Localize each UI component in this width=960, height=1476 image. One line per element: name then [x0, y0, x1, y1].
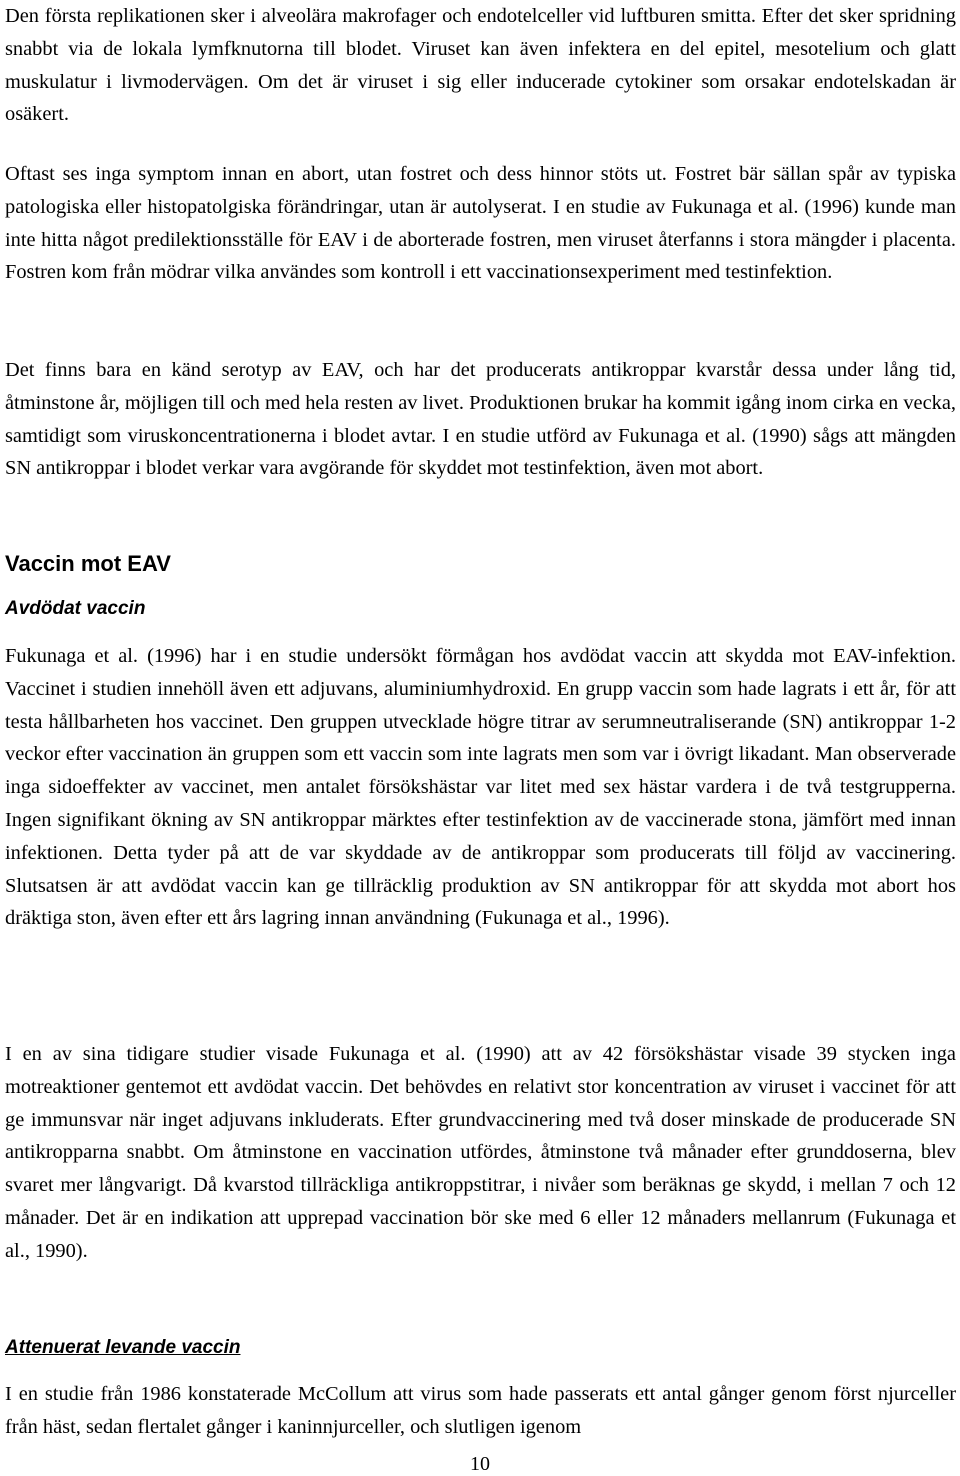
paragraph-mccollum: I en studie från 1986 konstaterade McCollum att virus som hade passerats ett antal gånger genom först njurceller från häst, sedan flertalet gånger i kaninnjurceller, och slutligen igenom — [5, 1383, 956, 1438]
paragraph-fukunaga-1996: Fukunaga et al. (1996) har i en studie undersökt förmågan hos avdödat vaccin att skydda mot EAV-infektion. Vaccinet i studien innehöll även ett adjuvans, aluminiumhydroxid. En grupp vaccin som hade lagrats i ett år, för att testa hållbarheten hos vaccinet. Den gruppen utvecklade högre titrar av serumneutraliserande (SN) antikroppar 1-2 veckor efter vaccination än gruppen som ett vaccin som inte lagrats men som var i övrigt likadant. Man observerade inga sidoeffekter av vaccinet, men antalet försökshästar var litet med sex hästar vardera i de två testgrupperna. Ingen signifikant ökning av SN antikroppar märktes efter testinfektion av de vaccinerade stona, jämfört med innan infektionen. Detta tyder på att de var skyddade av de antikroppar som producerats till följd av vaccinering. Slutsatsen är att avdödat vaccin kan ge tillräcklig produktion av SN antikroppar för att skydda mot abort hos dräktiga ston, även efter ett års lagring innan användning (Fukunaga et al., 1996). — [5, 645, 956, 930]
heading-vaccin-mot-eav: Vaccin mot EAV — [5, 551, 171, 576]
paragraph-serotype: Det finns bara en känd serotyp av EAV, och har det producerats antikroppar kvarstår dessa under lång tid, åtminstone år, möjligen till och med hela resten av livet. Produktionen brukar ha kommit igång inom cirka en vecka, samtidigt som viruskoncentrationerna i blodet avtar. I en studie utförd av Fukunaga et al. (1990) sågs att mängden SN antikroppar i blodet verkar vara avgörande för skyddet mot testinfektion, även mot abort. — [5, 359, 956, 480]
paragraph-fukunaga-1990: I en av sina tidigare studier visade Fukunaga et al. (1990) att av 42 försökshästar visade 39 stycken inga motreaktioner gentemot ett avdödat vaccin. Det behövdes en relativt stor koncentration av viruset i vaccinet för att ge immunsvar när inget adjuvans inkluderats. Efter grundvaccinering med två doser minskade de producerade SN antikropparna snabbt. Om åtminstone en vaccination utfördes, åtminstone två månader efter grunddoserna, blev svaret mer långvarigt. Då kvarstod tillräckliga antikroppstitrar, i nivåer som beräknas ge skydd, i mellan 7 och 12 månader. Det är en indikation att upprepad vaccination bör ske med 6 eller 12 månaders mellanrum (Fukunaga et al., 1990). — [5, 1043, 956, 1262]
heading-attenuerat-levande-vaccin: Attenuerat levande vaccin — [5, 1337, 241, 1358]
paragraph-symptoms: Oftast ses inga symptom innan en abort, utan fostret och dess hinnor stöts ut. Fostret bär sällan spår av typiska patologiska eller histopatolgiska förändringar, utan är autolyserat. I en studie av Fukunaga et al. (1996) kunde man inte hitta något predilektionsställe för EAV i de aborterade fostren, men viruset återfanns i stora mängder i placenta. Fostren kom från mödrar vilka användes som kontroll i ett vaccinationsexperiment med testinfektion. — [5, 163, 956, 284]
page-number: 10 — [470, 1453, 490, 1475]
heading-avdodat-vaccin: Avdödat vaccin — [5, 598, 146, 619]
paragraph-replication: Den första replikationen sker i alveolära makrofager och endotelceller vid luftburen smitta. Efter det sker spridning snabbt via de lokala lymfknutorna till blodet. Viruset kan även infektera en del epitel, mesotelium och glatt muskulatur i livmodervägen. Om det är viruset i sig eller inducerade cytokiner som orsakar endotelskadan är osäkert. — [5, 5, 956, 126]
